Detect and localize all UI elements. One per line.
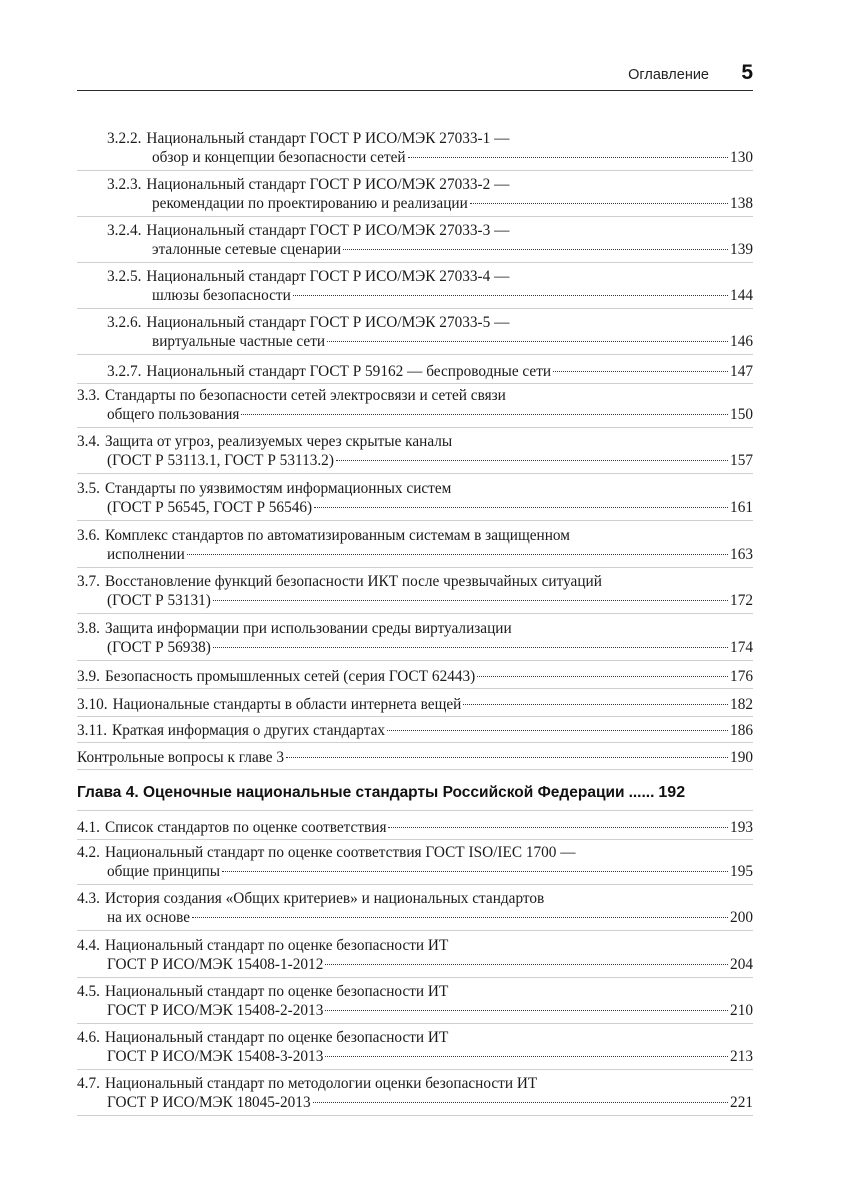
toc-entry-number: 3.11.: [77, 722, 108, 739]
toc-page-number: 172: [730, 592, 753, 609]
toc-entry[interactable]: [77, 129, 753, 171]
toc-page-number: 182: [730, 696, 753, 713]
dot-leader: [325, 964, 728, 965]
toc-entry[interactable]: [77, 665, 753, 689]
dot-leader: [325, 1010, 728, 1011]
dot-leader: [327, 341, 728, 342]
toc-page-number: 163: [730, 546, 753, 563]
toc-entry-title: Национальный стандарт по оценке безопасности ИТ: [104, 1029, 449, 1046]
toc-entry[interactable]: [77, 982, 753, 1024]
toc-entry-number: 3.2.7.: [107, 363, 142, 380]
toc-entry[interactable]: [77, 432, 753, 474]
toc-entry-number: 4.7.: [77, 1075, 100, 1092]
toc-entry-title: Национальный стандарт ГОСТ Р ИСО/МЭК 27033-5 —: [146, 314, 510, 331]
toc-entry[interactable]: [77, 719, 753, 743]
toc-entry-title: Национальный стандарт по оценке безопасности ИТ: [104, 937, 449, 954]
toc-entry[interactable]: [77, 746, 753, 770]
toc-entry-number: 4.2.: [77, 844, 100, 861]
toc-entry-number: 3.5.: [77, 480, 100, 497]
toc-entry-title-continued: ГОСТ Р ИСО/МЭК 15408-2-2013: [107, 1002, 324, 1019]
toc-entry-title-continued: (ГОСТ Р 53113.1, ГОСТ Р 53113.2): [107, 452, 334, 469]
toc-page-number: 138: [730, 195, 753, 212]
toc-entry-title-continued: общие принципы: [107, 863, 221, 880]
toc-entry-title-continued: виртуальные частные сети: [152, 333, 326, 350]
toc-page-number: 193: [730, 819, 753, 836]
toc-page-number: 161: [730, 499, 753, 516]
toc-entry-title: Национальный стандарт ГОСТ Р ИСО/МЭК 27033-4 —: [146, 268, 510, 285]
dot-leader: [313, 1102, 728, 1103]
dot-leader: [463, 704, 728, 705]
toc-page-number: 204: [730, 956, 753, 973]
toc-page-number: 195: [730, 863, 753, 880]
dot-leader: [187, 554, 728, 555]
toc-entry-number: 3.6.: [77, 527, 100, 544]
toc-entry[interactable]: [77, 1074, 753, 1116]
toc-entry-title-continued: исполнении: [107, 546, 185, 563]
toc-page-number: 146: [730, 333, 753, 350]
toc-entry-number: 3.9.: [77, 668, 100, 685]
toc-entry-number: 4.4.: [77, 937, 100, 954]
toc-entry-title: Комплекс стандартов по автоматизированным системам в защищенном: [104, 527, 570, 544]
toc-page-number: 174: [730, 639, 753, 656]
toc-page-number: 221: [730, 1094, 753, 1111]
toc-entry-title-continued: общего пользования: [107, 406, 240, 423]
dot-leader: [286, 757, 728, 758]
toc-entry[interactable]: [77, 693, 753, 717]
dot-leader: [470, 203, 728, 204]
toc-entry[interactable]: [77, 526, 753, 568]
toc-page-number: 130: [730, 149, 753, 166]
toc-page-number: 210: [730, 1002, 753, 1019]
chapter-title: Глава 4. Оценочные национальные стандарты Российской Федерации: [77, 784, 625, 801]
toc-entry[interactable]: [77, 175, 753, 217]
toc-entry-number: 3.10.: [77, 696, 108, 713]
toc-page-number: 139: [730, 241, 753, 258]
chapter-dot-leader: ......: [628, 784, 655, 801]
toc-entry[interactable]: [77, 816, 753, 840]
dot-leader: [314, 507, 728, 508]
toc-entry[interactable]: [77, 386, 753, 428]
dot-leader: [293, 295, 728, 296]
dot-leader: [408, 157, 728, 158]
dot-leader: [222, 871, 728, 872]
toc-entry-title-continued: на их основе: [107, 909, 191, 926]
toc-entry-title: Стандарты по уязвимостям информационных систем: [104, 480, 452, 497]
toc-entry-title-continued: шлюзы безопасности: [152, 287, 291, 304]
chapter-page-number: 192: [658, 784, 686, 801]
toc-entry[interactable]: [77, 889, 753, 931]
toc-page-number: 190: [730, 749, 753, 766]
toc-entry-title-continued: ГОСТ Р ИСО/МЭК 15408-3-2013: [107, 1048, 324, 1065]
toc-page-number: 144: [730, 287, 753, 304]
toc-entry-title-continued: рекомендации по проектированию и реализации: [152, 195, 468, 212]
toc-entry-title: Национальный стандарт по методологии оценки безопасности ИТ: [104, 1075, 538, 1092]
toc-entry[interactable]: [77, 619, 753, 661]
header-title: Оглавление: [628, 67, 709, 83]
toc-entry-title-continued: ГОСТ Р ИСО/МЭК 18045-2013: [107, 1094, 311, 1111]
dot-leader: [241, 414, 728, 415]
toc-entry-title-continued: обзор и концепции безопасности сетей: [152, 149, 406, 166]
toc-entry-title: Краткая информация о других стандартах: [112, 722, 386, 739]
toc-page-number: 200: [730, 909, 753, 926]
dot-leader: [192, 917, 728, 918]
dot-leader: [343, 249, 728, 250]
dot-leader: [213, 647, 728, 648]
toc-entry-number: 3.2.4.: [107, 222, 142, 239]
toc-entry-number: 3.2.6.: [107, 314, 142, 331]
toc-entry-title: Контрольные вопросы к главе 3: [77, 749, 285, 766]
toc-page-number: 213: [730, 1048, 753, 1065]
dot-leader: [477, 676, 728, 677]
toc-entry-title: Защита от угроз, реализуемых через скрытые каналы: [104, 433, 453, 450]
toc-entry-title: Восстановление функций безопасности ИКТ после чрезвычайных ситуаций: [104, 573, 602, 590]
toc-entry[interactable]: [77, 1028, 753, 1070]
toc-entry-number: 4.3.: [77, 890, 100, 907]
toc-entry[interactable]: [77, 313, 753, 355]
toc-entry-title: Национальный стандарт ГОСТ Р 59162 — беспроводные сети: [146, 363, 552, 380]
toc-entry-title: Национальные стандарты в области интернета вещей: [112, 696, 462, 713]
toc-entry[interactable]: [77, 479, 753, 521]
toc-page-number: 186: [730, 722, 753, 739]
toc-page-number: 147: [730, 363, 753, 380]
toc-entry-number: 3.4.: [77, 433, 100, 450]
toc-entry[interactable]: [77, 572, 753, 614]
toc-entry-title: Национальный стандарт ГОСТ Р ИСО/МЭК 27033-3 —: [146, 222, 510, 239]
toc-entry[interactable]: [77, 221, 753, 263]
toc-entry-number: 3.8.: [77, 620, 100, 637]
toc-entry-title: История создания «Общих критериев» и национальных стандартов: [104, 890, 545, 907]
dot-leader: [553, 371, 728, 372]
toc-entry-title: Национальный стандарт ГОСТ Р ИСО/МЭК 27033-2 —: [146, 176, 510, 193]
toc-entry[interactable]: [77, 267, 753, 309]
toc-entry[interactable]: [77, 843, 753, 885]
dot-leader: [388, 827, 728, 828]
toc-entry-number: 3.3.: [77, 387, 100, 404]
toc-entry-number: 4.6.: [77, 1029, 100, 1046]
toc-entry-title-continued: эталонные сетевые сценарии: [152, 241, 342, 258]
toc-entry-number: 3.2.5.: [107, 268, 142, 285]
toc-entry[interactable]: [77, 360, 753, 384]
toc-page-number: 157: [730, 452, 753, 469]
toc-entry-number: 3.2.2.: [107, 130, 142, 147]
toc-entry-title: Национальный стандарт по оценке безопасности ИТ: [104, 983, 449, 1000]
toc-entry-title: Национальный стандарт по оценке соответствия ГОСТ ISO/IEC 1700 —: [104, 844, 576, 861]
toc-entry-title-continued: (ГОСТ Р 53131): [107, 592, 211, 609]
toc-entry-number: 3.7.: [77, 573, 100, 590]
toc-chapter-heading[interactable]: [77, 783, 753, 811]
header-page-number: 5: [741, 61, 753, 84]
toc-entry-number: 3.2.3.: [107, 176, 142, 193]
toc-entry-title: Безопасность промышленных сетей (серия ГОСТ 62443): [104, 668, 476, 685]
toc-entry-title-continued: (ГОСТ Р 56938): [107, 639, 211, 656]
toc-entry-title: Национальный стандарт ГОСТ Р ИСО/МЭК 27033-1 —: [146, 130, 510, 147]
toc-entry-title: Список стандартов по оценке соответствия: [104, 819, 387, 836]
dot-leader: [387, 730, 728, 731]
toc-entry-number: 4.5.: [77, 983, 100, 1000]
toc-entry-title-continued: (ГОСТ Р 56545, ГОСТ Р 56546): [107, 499, 313, 516]
toc-entry-number: 4.1.: [77, 819, 100, 836]
toc-entry-title: Стандарты по безопасности сетей электросвязи и сетей связи: [104, 387, 506, 404]
toc-entry-title-continued: ГОСТ Р ИСО/МЭК 15408-1-2012: [107, 956, 324, 973]
dot-leader: [336, 460, 728, 461]
toc-entry-title: Защита информации при использовании среды виртуализации: [104, 620, 512, 637]
dot-leader: [325, 1056, 728, 1057]
dot-leader: [213, 600, 728, 601]
toc-page-number: 150: [730, 406, 753, 423]
toc-page-number: 176: [730, 668, 753, 685]
toc-entry[interactable]: [77, 936, 753, 978]
